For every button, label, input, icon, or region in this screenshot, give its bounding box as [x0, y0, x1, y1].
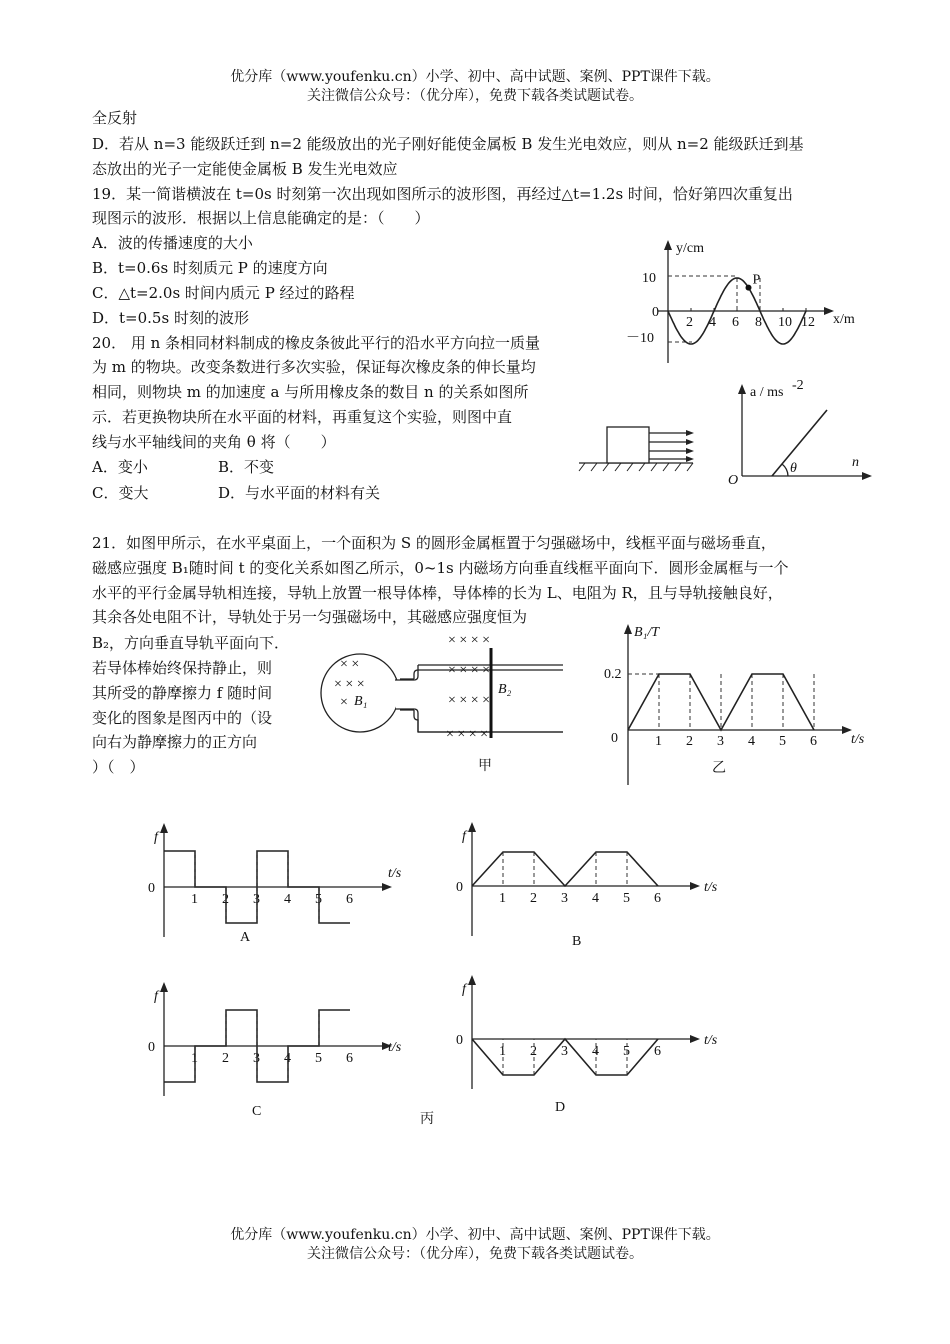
b1-t-graph-yi: [598, 620, 878, 790]
t-tick-label: 5: [623, 891, 630, 906]
an-theta: θ: [790, 461, 797, 476]
band-arrows: [686, 430, 694, 462]
t-tick-label: 5: [315, 892, 322, 907]
wave-y-arrow: [664, 240, 672, 250]
q18-option-d-line1: D．若从 n=3 能级跃迁到 n=2 能级放出的光子刚好能使金属板 B 发生光电效应，则从 n=2 能级跃迁到基: [92, 135, 804, 153]
t-tick-label: 6: [654, 891, 661, 906]
q21-line7: 其所受的静摩擦力 f 随时间: [92, 684, 273, 702]
wave-x-tick-label: 2: [686, 315, 693, 330]
option-a-graph: [148, 823, 402, 945]
an-y-exp: -2: [792, 378, 804, 393]
q19-stem-line2: 现图示的波形．根据以上信息能确定的是：（ ）: [92, 209, 430, 227]
t-tick-label: 3: [253, 892, 260, 907]
q19-option-b: B．t=0.6s 时刻质元 P 的速度方向: [92, 259, 328, 277]
an-y-arrow: [738, 384, 746, 394]
option-label: D: [555, 1100, 566, 1115]
t-tick-label: 2: [530, 1044, 537, 1059]
t-tick-label: 3: [561, 1044, 568, 1059]
q21-line10: ）（ ）: [92, 758, 145, 776]
t-tick-label: 6: [346, 1051, 353, 1066]
svg-text:× × × ×: × × × ×: [448, 693, 491, 708]
block-m: [607, 427, 649, 463]
an-origin: O: [728, 473, 739, 488]
q19-option-d: D．t=0.5s 时刻的波形: [92, 309, 249, 327]
t-tick-label: 1: [499, 1044, 506, 1059]
t-tick-label: 2: [222, 1051, 229, 1066]
t-tick-label: 5: [315, 1051, 322, 1066]
an-x-label: n: [852, 455, 859, 470]
option-d-graph: [456, 975, 718, 1115]
option-b-graph: [456, 822, 718, 949]
svg-text:× × × ×: × × × ×: [448, 633, 491, 648]
an-line: [772, 410, 827, 476]
q20-option-d: D．与水平面的材料有关: [218, 484, 381, 502]
footer-line-2: 关注微信公众号：（优分库），免费下载各类试题试卷。: [307, 1246, 643, 1262]
header-line-1: 优分库（www.youfenku.cn）小学、初中、高中试题、案例、PPT课件下载。: [230, 69, 720, 85]
q21-line4: 其余各处电阻不计，导轨处于另一匀强磁场中，其磁感应强度恒为: [92, 608, 528, 626]
f-axis-arrow: [468, 975, 476, 985]
option-label: C: [252, 1104, 262, 1119]
t-tick-label: 1: [191, 1051, 198, 1066]
wave-x-tick-label: 4: [709, 315, 716, 330]
q20-line4: 示．若更换物块所在水平面的材料，再重复这个实验，则图中直: [92, 408, 513, 426]
q19-option-a: A．波的传播速度的大小: [92, 234, 253, 252]
wave-graph: [620, 238, 870, 368]
q19-option-c: C．△t=2.0s 时间内质元 P 经过的路程: [92, 284, 355, 302]
t-tick-label: 6: [346, 892, 353, 907]
t-label: t/s: [704, 1033, 718, 1048]
q18-tail: 全反射: [92, 109, 138, 127]
t-tick-label: 2: [222, 892, 229, 907]
t-axis-arrow: [690, 1035, 700, 1043]
svg-text:× × × ×: × × × ×: [448, 663, 491, 678]
yi-x-label: t/s: [851, 732, 865, 747]
t-tick-label: 5: [623, 1044, 630, 1059]
q21-line6: 若导体棒始终保持静止，则: [92, 659, 273, 677]
q21-line3: 水平的平行金属导轨相连接，导轨上放置一根导体棒，导体棒的长为 L、电阻为 R，且与导轨接触良好，: [92, 584, 783, 602]
f-curve: [472, 852, 658, 886]
yi-x-tick-label: 6: [810, 734, 817, 749]
wave-x-tick-label: 6: [732, 315, 739, 330]
origin-label: 0: [148, 1040, 155, 1055]
caption-bing: 丙: [420, 1112, 434, 1127]
svg-text:× × ×: × × ×: [334, 677, 365, 692]
ring-gap: [396, 680, 418, 709]
t-axis-arrow: [382, 883, 392, 891]
yi-y-tick: 0.2: [604, 667, 622, 682]
origin-label: 0: [148, 881, 155, 896]
option-label: A: [240, 930, 251, 945]
caption-jia: 甲: [478, 759, 492, 774]
q21-line2: 磁感应强度 B₁随时间 t 的变化关系如图乙所示，0~1s 内磁场方向垂直线框平面向下．圆形金属框与一个: [92, 559, 789, 577]
svg-text:× × × ×: × × × ×: [446, 727, 489, 742]
wave-point-p: [746, 285, 752, 291]
an-y-label: a / ms: [750, 385, 784, 400]
t-tick-label: 3: [561, 891, 568, 906]
wave-x-tick-label: 12: [801, 315, 815, 330]
footer-line-1: 优分库（www.youfenku.cn）小学、初中、高中试题、案例、PPT课件下载。: [230, 1227, 720, 1243]
q20-line3: 相同，则物块 m 的加速度 a 与所用橡皮条的数目 n 的关系如图所: [92, 383, 529, 401]
q20-option-b: B．不变: [218, 458, 275, 476]
yi-x-tick-label: 5: [779, 734, 786, 749]
caption-yi: 乙: [712, 761, 726, 776]
f-label: f: [462, 982, 466, 997]
f-label: f: [154, 989, 158, 1004]
t-axis-arrow: [690, 882, 700, 890]
t-label: t/s: [704, 880, 718, 895]
header-line-2: 关注微信公众号：（优分库），免费下载各类试题试卷。: [307, 88, 643, 104]
wave-y-tick-neg10: －10: [626, 331, 654, 346]
t-tick-label: 6: [654, 1044, 661, 1059]
wave-y-tick-10: 10: [642, 271, 656, 286]
t-tick-label: 4: [284, 1051, 291, 1066]
q20-option-a: A．变小: [92, 458, 148, 476]
yi-y-label: B₁/T: [634, 625, 660, 640]
t-tick-label: 1: [191, 892, 198, 907]
wave-y-tick-0: 0: [652, 305, 659, 320]
t-tick-label: 4: [284, 892, 291, 907]
origin-label: 0: [456, 1033, 463, 1048]
q20-option-c: C．变大: [92, 484, 149, 502]
label-b2: B₂: [498, 682, 512, 697]
a-n-graph: [720, 378, 880, 488]
wave-x-tick-label: 10: [778, 315, 792, 330]
option-label: B: [572, 934, 582, 949]
origin-label: 0: [456, 880, 463, 895]
option-c-graph: [148, 982, 402, 1119]
t-label: t/s: [388, 1040, 402, 1055]
rubber-bands: [649, 433, 691, 459]
circuit-figure-jia: [318, 630, 568, 780]
svg-text:× ×: × ×: [340, 657, 360, 672]
wave-point-p-label: P: [752, 272, 761, 288]
wave-y-label: y/cm: [676, 241, 704, 256]
q20-line5: 线与水平轴线间的夹角 θ 将（ ）: [92, 433, 336, 451]
t-tick-label: 2: [530, 891, 537, 906]
q20-line2: 为 m 的物块。改变条数进行多次实验，保证每次橡皮条的伸长量均: [92, 358, 536, 376]
q21-line9: 向右为静摩擦力的正方向: [92, 733, 258, 751]
an-x-arrow: [862, 472, 872, 480]
t-label: t/s: [388, 866, 402, 881]
f-axis-arrow: [160, 823, 168, 833]
q19-stem-line1: 19．某一简谐横波在 t=0s 时刻第一次出现如图所示的波形图，再经过△t=1.2s 时间，恰好第四次重复出: [92, 185, 793, 203]
t-tick-label: 3: [253, 1051, 260, 1066]
an-angle-arc: [782, 464, 788, 476]
yi-origin: 0: [611, 731, 618, 746]
yi-x-tick-label: 3: [717, 734, 724, 749]
f-label: f: [462, 829, 466, 844]
q20-line1: 20． 用 n 条相同材料制成的橡皮条彼此平行的沿水平方向拉一质量: [92, 334, 541, 352]
q21-line8: 变化的图象是图丙中的（设: [92, 709, 273, 727]
t-tick-label: 1: [499, 891, 506, 906]
yi-x-tick-label: 2: [686, 734, 693, 749]
q21-line5: B₂，方向垂直导轨平面向下．: [92, 634, 290, 652]
f-axis-arrow: [160, 982, 168, 992]
svg-text:×: ×: [340, 695, 348, 710]
wave-x-label: x/m: [833, 312, 855, 327]
f-t-options-bing: [140, 815, 740, 1130]
label-b1: B₁: [354, 694, 368, 709]
yi-x-tick-label: 1: [655, 734, 662, 749]
f-axis-arrow: [468, 822, 476, 832]
wave-x-tick-label: 8: [755, 315, 762, 330]
yi-x-tick-label: 4: [748, 734, 755, 749]
metal-ring: [321, 654, 399, 732]
ground-hatch: [579, 463, 693, 471]
t-tick-label: 4: [592, 891, 599, 906]
t-tick-label: 4: [592, 1044, 599, 1059]
f-label: f: [154, 830, 158, 845]
q21-line1: 21．如图甲所示，在水平桌面上，一个面积为 S 的圆形金属框置于匀强磁场中，线框平面与磁场垂直，: [92, 534, 776, 552]
block-figure: [575, 420, 705, 475]
yi-y-arrow: [624, 624, 632, 634]
q18-option-d-line2: 态放出的光子一定能使金属板 B 发生光电效应: [92, 160, 398, 178]
